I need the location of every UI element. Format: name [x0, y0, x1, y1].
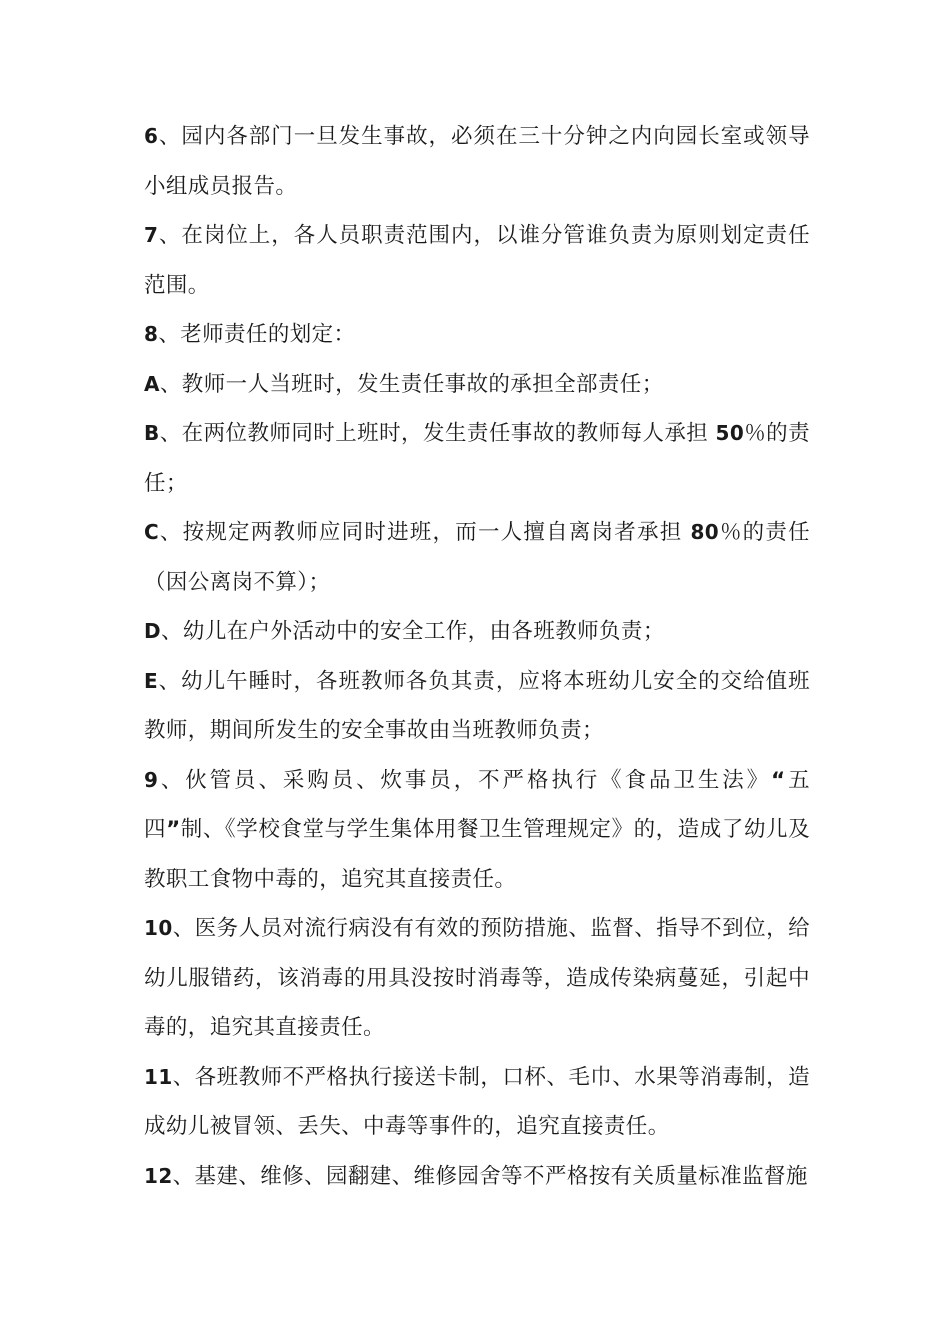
quoted-text: 五四 — [144, 767, 810, 842]
paragraph-text: 、在岗位上，各人员职责范围内，以谁分管谁负责为原则划定责任范围。 — [144, 223, 810, 298]
item-number: 9 — [144, 767, 159, 792]
item-letter: A — [144, 371, 160, 396]
paragraph-9 — [144, 756, 810, 905]
paragraph-text: ％的责任； — [144, 421, 810, 496]
paragraph-8 — [144, 310, 810, 360]
percent-value: 50 — [715, 421, 745, 445]
paragraph-text: 、教师一人当班时，发生责任事故的承担全部责任； — [159, 371, 664, 397]
item-letter: E — [144, 668, 159, 693]
item-letter: B — [144, 421, 160, 445]
close-quote: ” — [166, 817, 181, 842]
item-number: 10 — [144, 916, 173, 940]
open-quote: “ — [771, 767, 786, 793]
document-page — [144, 112, 810, 1201]
item-number: 7 — [144, 223, 159, 247]
paragraph-a — [144, 360, 810, 410]
item-letter: D — [144, 619, 162, 643]
paragraph-text: 、医务人员对流行病没有有效的预防措施、监督、指导不到位，给幼儿服错药，该消毒的用具没按时消毒等，造成传染病蔓延，引起中毒的，追究其直接责任。 — [144, 916, 810, 1040]
paragraph-12 — [144, 1152, 810, 1202]
paragraph-text: 、按规定两教师应同时进班，而一人擅自离岗者承担 — [159, 520, 691, 545]
paragraph-11 — [144, 1053, 810, 1152]
paragraph-text: ％的责任（因公离岗不算）； — [144, 520, 810, 595]
paragraph-7 — [144, 211, 810, 310]
paragraph-text: 、幼儿在户外活动中的安全工作，由各班教师负责； — [161, 619, 665, 644]
percent-value: 80 — [690, 520, 720, 544]
item-number: 8 — [144, 322, 159, 346]
item-number: 6 — [144, 124, 159, 148]
paragraph-text: 、各班教师不严格执行接送卡制，口杯、毛巾、水果等消毒制，造成幼儿被冒领、丢失、中毒等事件的，追究直接责任。 — [144, 1064, 810, 1139]
paragraph-text: 、园内各部门一旦发生事故，必须在三十分钟之内向园长室或领导小组成员报告。 — [144, 124, 810, 199]
paragraph-text: 、老师责任的划定： — [158, 322, 356, 347]
paragraph-d — [144, 607, 810, 657]
paragraph-text: 、伙管员、采购员、炊事员，不严格执行《食品卫生法》 — [158, 767, 772, 793]
paragraph-c — [144, 508, 810, 607]
paragraph-text: 制、《学校食堂与学生集体用餐卫生管理规定》的，造成了幼儿及教职工食物中毒的，追究其直接责任。 — [144, 817, 810, 892]
paragraph-e — [144, 657, 810, 756]
item-letter: C — [144, 520, 160, 544]
paragraph-10 — [144, 904, 810, 1053]
item-number: 11 — [144, 1064, 173, 1089]
paragraph-text: 、幼儿午睡时，各班教师各负其责，应将本班幼儿安全的交给值班教师，期间所发生的安全事故由当班教师负责； — [144, 668, 810, 743]
paragraph-6 — [144, 112, 810, 211]
paragraph-b — [144, 409, 810, 508]
item-number: 12 — [144, 1163, 173, 1188]
paragraph-text: 、基建、维修、园翻建、维修园舍等不严格按有关质量标准监督施 — [172, 1163, 808, 1189]
paragraph-text: 、在两位教师同时上班时，发生责任事故的教师每人承担 — [159, 421, 716, 446]
